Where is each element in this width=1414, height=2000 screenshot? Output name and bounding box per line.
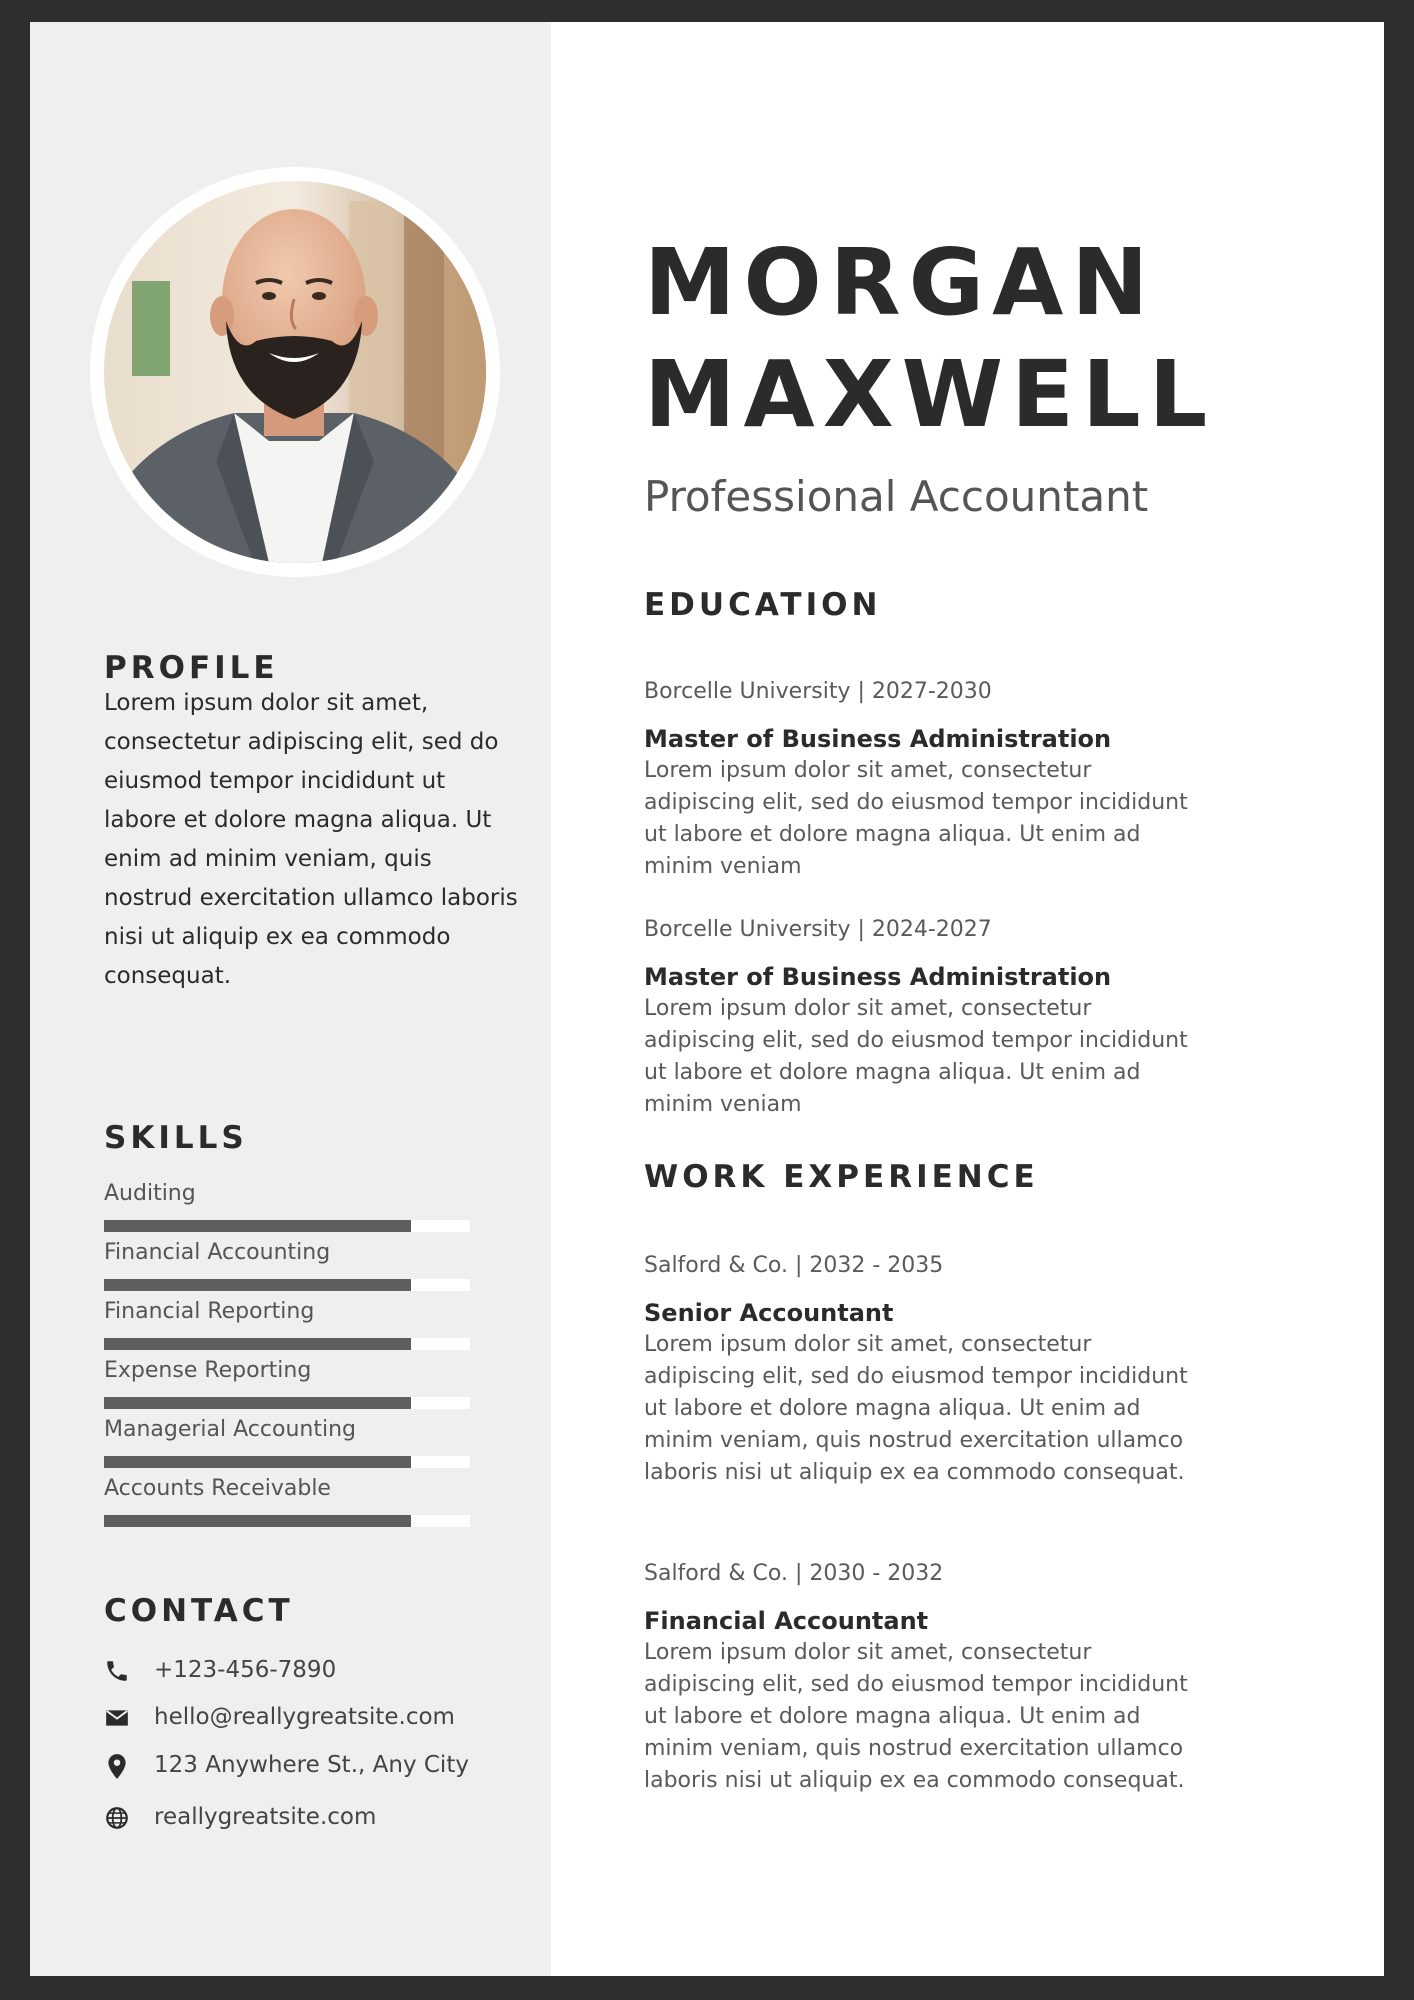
profile-photo <box>104 181 486 563</box>
skill-bar-track <box>104 1515 470 1527</box>
skill-bar-track <box>104 1279 470 1291</box>
skill-bar-fill <box>104 1397 411 1409</box>
skill-item <box>104 1416 470 1475</box>
skill-label: Financial Reporting <box>104 1299 315 1324</box>
location-pin-icon <box>104 1753 130 1779</box>
education-description: Lorem ipsum dolor sit amet, consectetur adipiscing elit, sed do eiusmod tempor incididunt ut labore et dolore magna aliqua. Ut enim ad minim veniam <box>644 758 1188 879</box>
skill-bar-track <box>104 1397 470 1409</box>
education-description: Lorem ipsum dolor sit amet, consectetur adipiscing elit, sed do eiusmod tempor incididunt ut labore et dolore magna aliqua. Ut enim ad minim veniam <box>644 996 1188 1117</box>
phone-icon <box>104 1658 130 1684</box>
skill-label: Expense Reporting <box>104 1358 312 1383</box>
work-entry <box>644 1559 1204 1797</box>
education-heading: EDUCATION <box>644 587 882 623</box>
skill-item <box>104 1298 470 1357</box>
skill-item <box>104 1357 470 1416</box>
skills-list <box>104 1180 470 1534</box>
skill-label: Accounts Receivable <box>104 1476 331 1501</box>
skill-bar-fill <box>104 1279 411 1291</box>
work-description: Lorem ipsum dolor sit amet, consectetur adipiscing elit, sed do eiusmod tempor incididunt ut labore et dolore magna aliqua. Ut enim ad minim veniam, quis nostrud exercitation ullamco laboris nisi ut aliquip ex ea commodo consequat. <box>644 1640 1188 1793</box>
profile-heading: PROFILE <box>104 650 279 686</box>
education-entry <box>644 915 1204 1121</box>
skill-item <box>104 1239 470 1298</box>
email-address[interactable]: hello@reallygreatsite.com <box>154 1704 455 1730</box>
skill-bar-fill <box>104 1338 411 1350</box>
education-degree: Master of Business Administration <box>644 963 1112 991</box>
skill-bar-fill <box>104 1515 411 1527</box>
skill-label: Financial Accounting <box>104 1240 331 1265</box>
work-meta: Salford & Co. | 2030 - 2032 <box>644 1561 944 1586</box>
street-address: 123 Anywhere St., Any City <box>154 1752 469 1778</box>
profile-photo-frame <box>90 167 500 577</box>
skill-label: Auditing <box>104 1181 196 1206</box>
skill-bar-fill <box>104 1220 411 1232</box>
education-meta: Borcelle University | 2024-2027 <box>644 917 992 942</box>
skill-item <box>104 1475 470 1534</box>
email-icon <box>104 1705 130 1731</box>
website-link[interactable]: reallygreatsite.com <box>154 1804 377 1830</box>
work-experience-heading: WORK EXPERIENCE <box>644 1159 1039 1195</box>
education-entry <box>644 677 1204 883</box>
resume-page <box>30 22 1384 1976</box>
contact-heading: CONTACT <box>104 1593 294 1629</box>
skill-label: Managerial Accounting <box>104 1417 356 1442</box>
skills-heading: SKILLS <box>104 1120 248 1156</box>
sidebar <box>30 22 551 1976</box>
first-name: MORGAN <box>644 229 1157 336</box>
job-title: Professional Accountant <box>644 472 1149 521</box>
full-name <box>644 227 1215 451</box>
work-meta: Salford & Co. | 2032 - 2035 <box>644 1253 944 1278</box>
skill-bar-track <box>104 1220 470 1232</box>
work-position: Senior Accountant <box>644 1299 894 1327</box>
skill-bar-track <box>104 1338 470 1350</box>
skill-item <box>104 1180 470 1239</box>
education-meta: Borcelle University | 2027-2030 <box>644 679 992 704</box>
work-position: Financial Accountant <box>644 1607 929 1635</box>
main-content <box>551 22 1384 1976</box>
education-degree: Master of Business Administration <box>644 725 1112 753</box>
skill-bar-fill <box>104 1456 411 1468</box>
last-name: MAXWELL <box>644 341 1216 448</box>
profile-summary: Lorem ipsum dolor sit amet, consectetur adipiscing elit, sed do eiusmod tempor incididunt ut labore et dolore magna aliqua. Ut enim ad minim veniam, quis nostrud exercitation ullamco laboris nisi ut aliquip ex ea commodo consequat. <box>104 690 518 989</box>
work-description: Lorem ipsum dolor sit amet, consectetur adipiscing elit, sed do eiusmod tempor incididunt ut labore et dolore magna aliqua. Ut enim ad minim veniam, quis nostrud exercitation ullamco laboris nisi ut aliquip ex ea commodo consequat. <box>644 1332 1188 1485</box>
phone-number[interactable]: +123-456-7890 <box>154 1657 337 1683</box>
globe-icon <box>104 1805 130 1831</box>
work-entry <box>644 1251 1204 1489</box>
skill-bar-track <box>104 1456 470 1468</box>
